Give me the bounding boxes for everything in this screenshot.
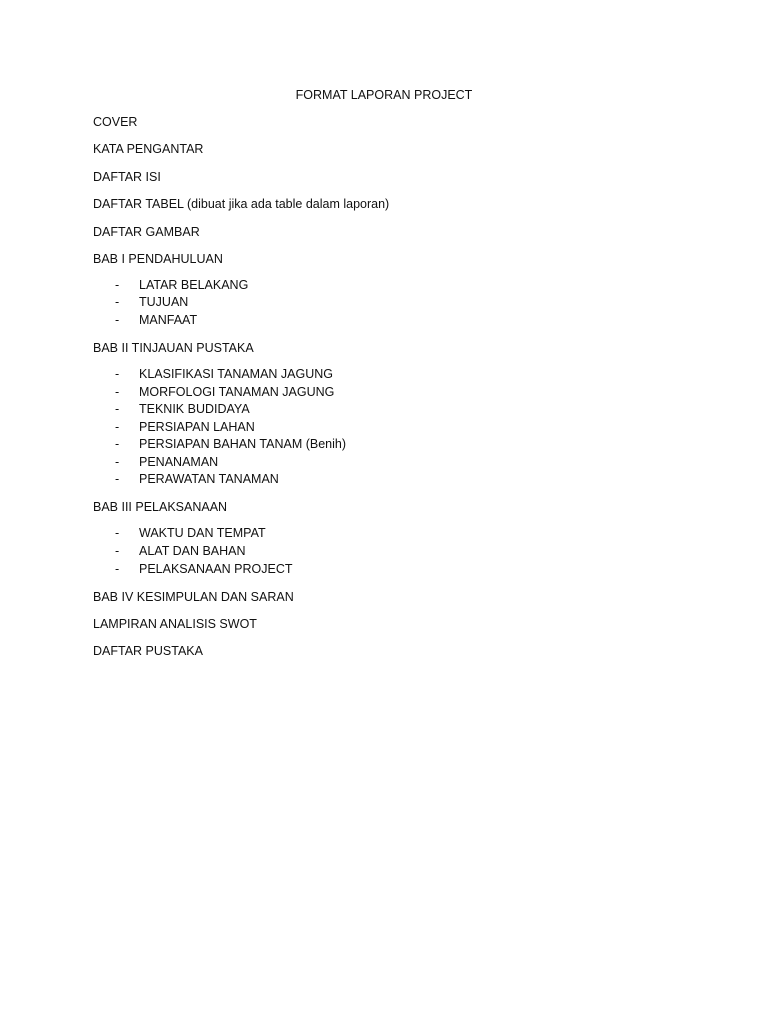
- dash-bullet: -: [115, 437, 120, 452]
- list-item: [93, 366, 693, 384]
- list-item-text: MANFAAT: [139, 313, 198, 328]
- dash-bullet: -: [115, 472, 120, 487]
- list-item: [93, 454, 693, 472]
- dash-bullet: -: [115, 277, 120, 292]
- section-heading: DAFTAR ISI: [93, 169, 161, 184]
- list-item-text: PERAWATAN TANAMAN: [139, 472, 279, 487]
- dash-bullet: -: [115, 295, 120, 310]
- list-item: [93, 277, 693, 295]
- dash-bullet: -: [115, 543, 120, 558]
- dash-bullet: -: [115, 419, 120, 434]
- section-heading: KATA PENGANTAR: [93, 142, 204, 157]
- dash-bullet: -: [115, 561, 120, 576]
- list-item-text: PELAKSANAAN PROJECT: [139, 561, 293, 576]
- dash-bullet: -: [115, 526, 120, 541]
- section-heading: COVER: [93, 115, 138, 129]
- list-item-text: MORFOLOGI TANAMAN JAGUNG: [139, 384, 335, 399]
- list-item-text: ALAT DAN BAHAN: [139, 543, 246, 558]
- page-title: FORMAT LAPORAN PROJECT: [295, 88, 473, 102]
- list-item: [93, 471, 693, 489]
- section-heading: DAFTAR GAMBAR: [93, 224, 200, 239]
- list-item: [93, 436, 693, 454]
- list-item-text: LATAR BELAKANG: [139, 277, 249, 292]
- section-heading: BAB III PELAKSANAAN: [93, 500, 228, 515]
- subsection-list: [93, 277, 693, 330]
- list-item-text: KLASIFIKASI TANAMAN JAGUNG: [139, 366, 334, 381]
- section-heading: BAB I PENDAHULUAN: [93, 251, 223, 266]
- list-item-text: PERSIAPAN LAHAN: [139, 419, 255, 434]
- section-heading: LAMPIRAN ANALISIS SWOT: [93, 616, 257, 631]
- list-item-text: WAKTU DAN TEMPAT: [139, 526, 266, 541]
- list-item-text: TUJUAN: [139, 295, 189, 310]
- dash-bullet: -: [115, 454, 120, 469]
- subsection-list: [93, 525, 693, 578]
- list-item: [93, 525, 693, 543]
- dash-bullet: -: [115, 402, 120, 417]
- dash-bullet: -: [115, 384, 120, 399]
- section-heading: BAB IV KESIMPULAN DAN SARAN: [93, 589, 294, 604]
- section-heading: DAFTAR PUSTAKA: [93, 644, 203, 659]
- section-heading: BAB II TINJAUAN PUSTAKA: [93, 341, 254, 356]
- list-item: [93, 384, 693, 402]
- subsection-list: [93, 366, 693, 489]
- section-heading: DAFTAR TABEL (dibuat jika ada table dalam laporan): [93, 197, 390, 212]
- list-item: [93, 561, 693, 579]
- list-item: [93, 312, 693, 330]
- list-item-text: PERSIAPAN BAHAN TANAM (Benih): [139, 437, 347, 452]
- list-item-text: PENANAMAN: [139, 454, 219, 469]
- list-item: [93, 294, 693, 312]
- list-item-text: TEKNIK BUDIDAYA: [139, 402, 250, 417]
- dash-bullet: -: [115, 313, 120, 328]
- list-item: [93, 401, 693, 419]
- list-item: [93, 543, 693, 561]
- dash-bullet: -: [115, 366, 120, 381]
- document-body: [93, 114, 693, 671]
- list-item: [93, 419, 693, 437]
